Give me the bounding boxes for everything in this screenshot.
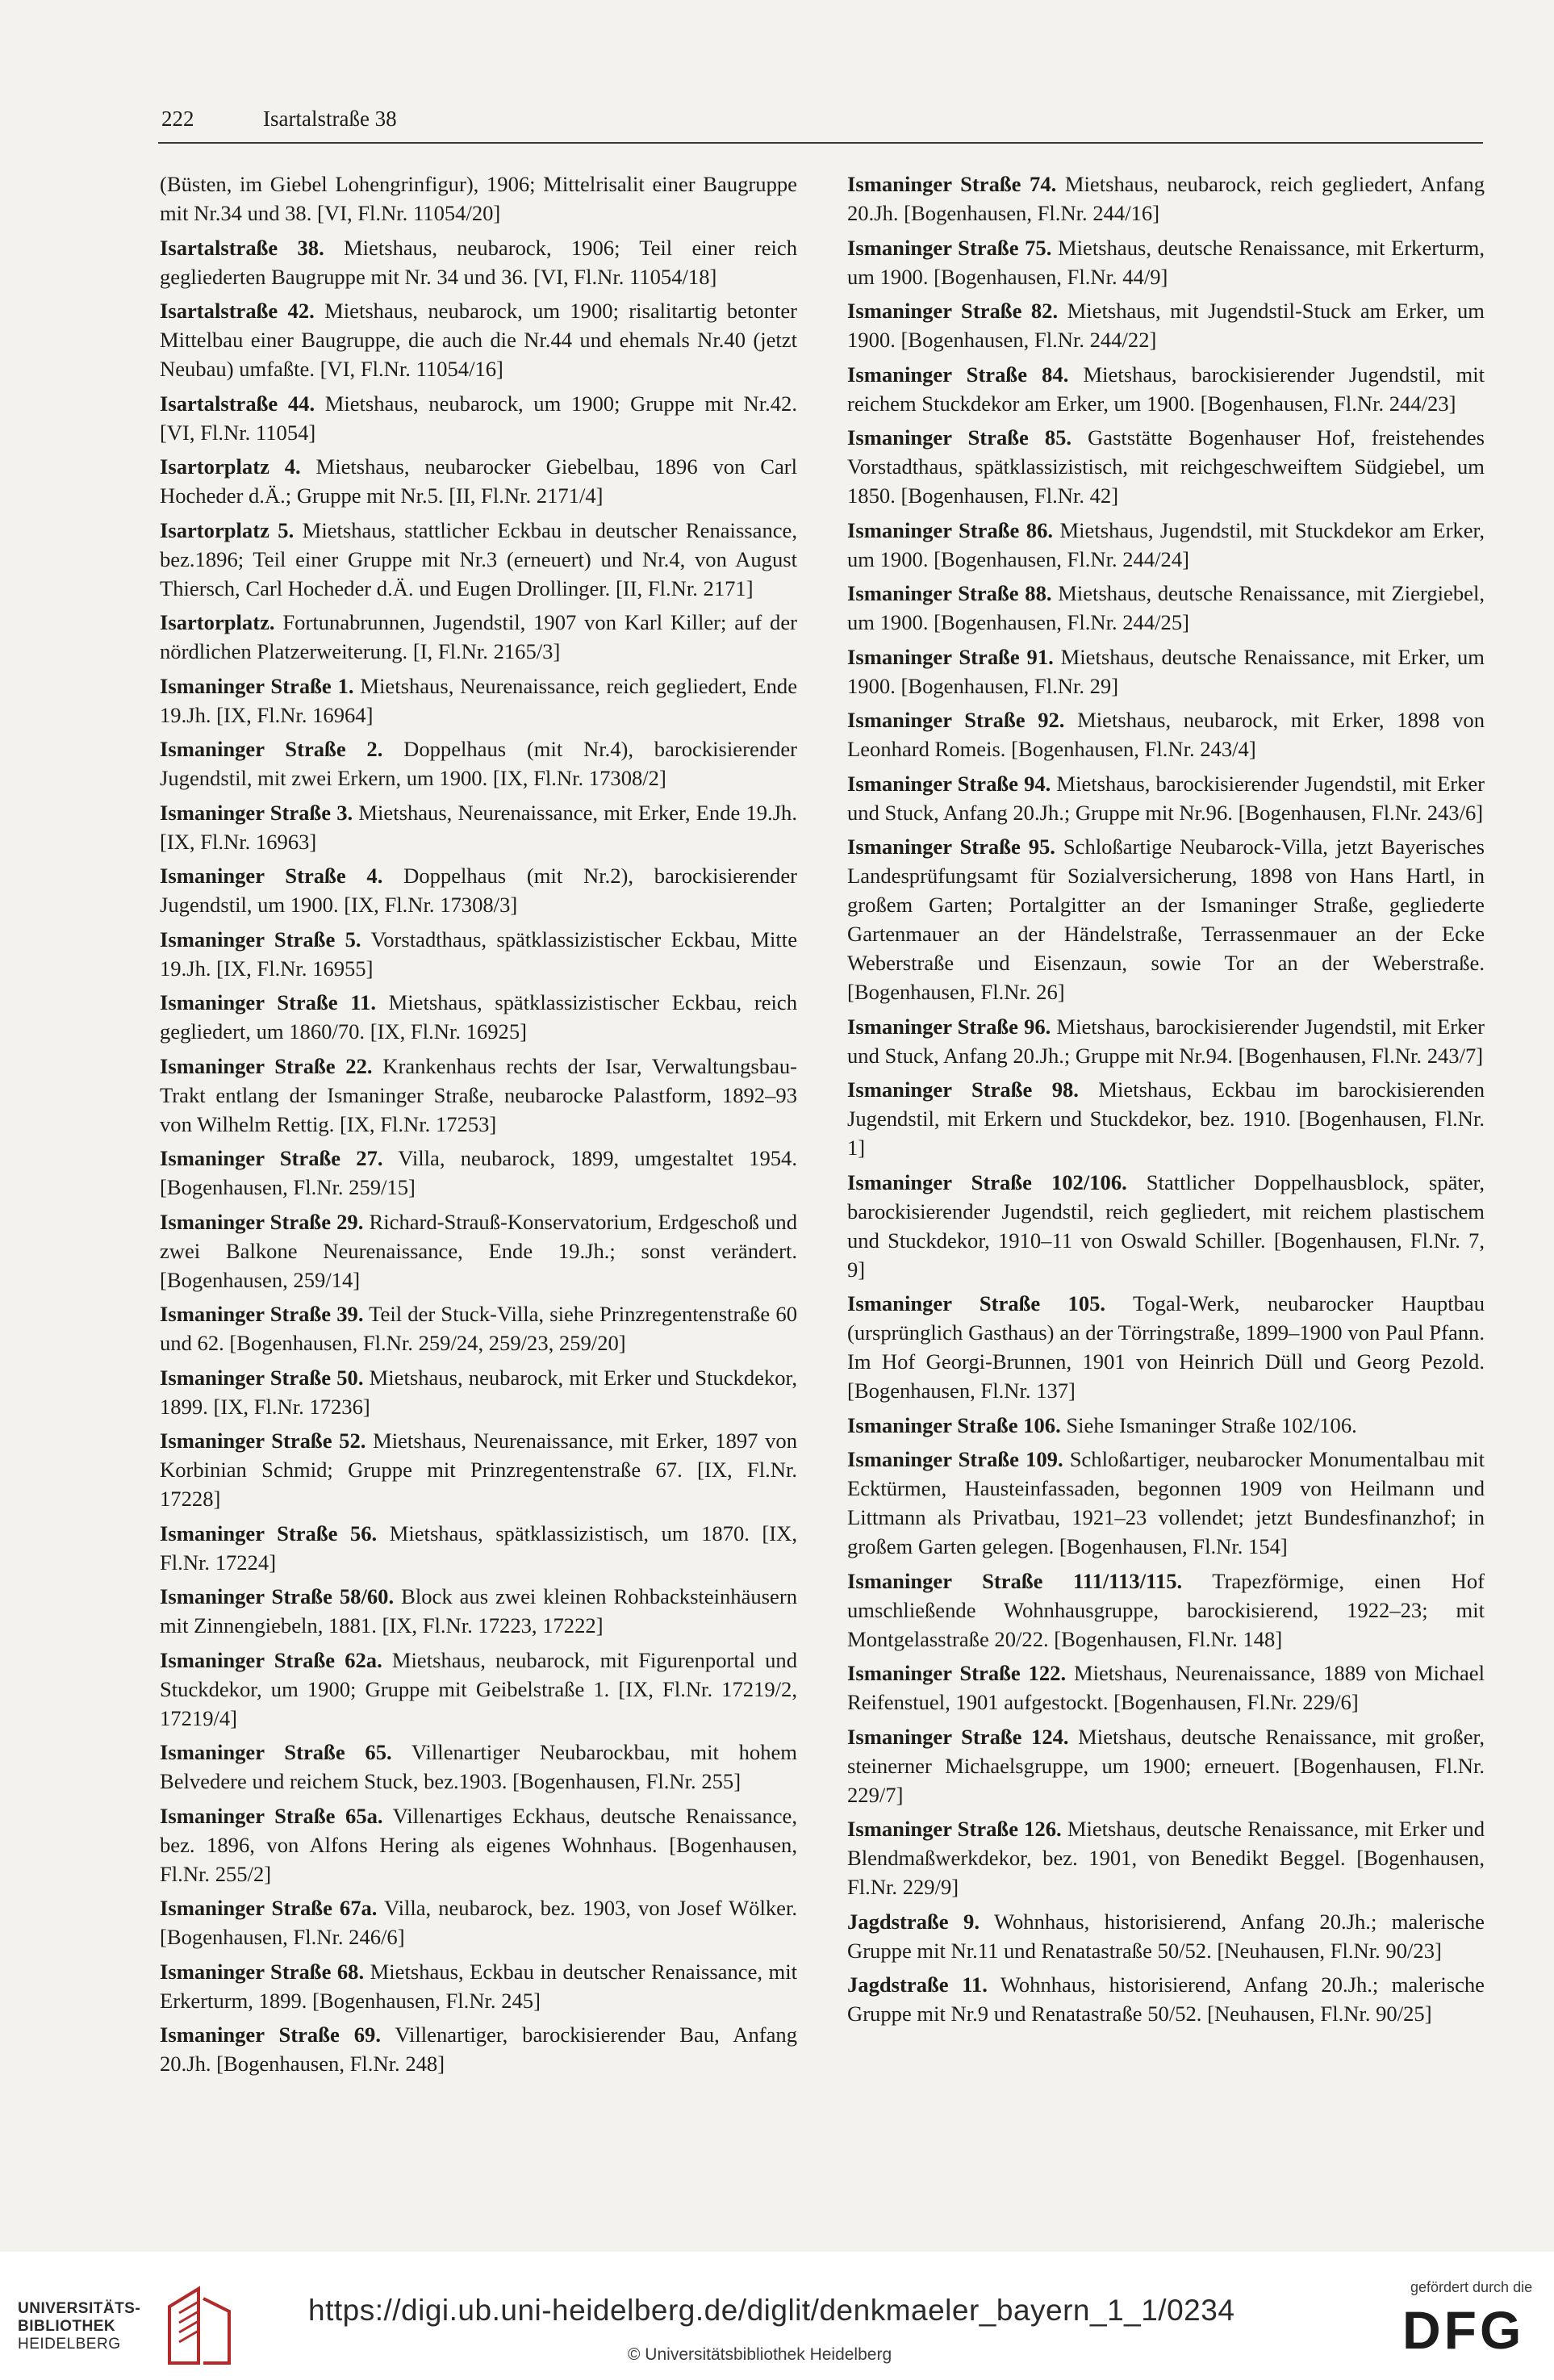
entry: [847, 579, 1485, 637]
entry-heading: Ismaninger Straße 67a.: [160, 1896, 378, 1920]
entry-heading: Isartalstraße 38.: [160, 235, 324, 260]
entry-text: Mietshaus, Eckbau in deutscher Renaissance, mit Erkerturm, 1899. [Bogenhausen, Fl.Nr. 245]: [160, 1959, 798, 2013]
entry-text: Mietshaus, neubarock, reich gegliedert, Anfang 20.Jh. [Bogenhausen, Fl.Nr. 244/16]: [847, 172, 1485, 225]
entry-heading: Ismaninger Straße 84.: [847, 362, 1069, 387]
entry-heading: Ismaninger Straße 82.: [847, 299, 1059, 323]
entry-heading: Ismaninger Straße 126.: [847, 1817, 1062, 1841]
entry-text: Doppelhaus (mit Nr.4), barockisierender Jugendstil, mit zwei Erkern, um 1900. [IX, Fl.Nr. 17308/2]: [160, 737, 798, 790]
entry: [847, 642, 1485, 701]
viewer-footer: [0, 2252, 1554, 2380]
entry-text: Mietshaus, Neurenaissance, reich gegliedert, Ende 19.Jh. [IX, Fl.Nr. 16964]: [160, 673, 798, 727]
entry-heading: Isartorplatz.: [160, 610, 275, 634]
funding-label: gefördert durch die: [1410, 2279, 1533, 2295]
entry: [847, 1411, 1485, 1440]
entry-text: Togal-Werk, neubarocker Hauptbau (ursprünglich Gasthaus) an der Törringstraße, 1899–1900 von Paul Pfann. Im Hof Georgi-Brunnen, 1901 von Heinrich Düll und Georg Pezold. [Bogenhausen, Fl.Nr. 137]: [847, 1291, 1485, 1403]
entry-heading: Isartorplatz 5.: [160, 517, 295, 542]
entry-heading: Ismaninger Straße 105.: [847, 1291, 1106, 1315]
entry-text: Villa, neubarock, bez. 1903, von Josef Wölker. [Bogenhausen, Fl.Nr. 246/6]: [160, 1896, 798, 1949]
entry-text: Mietshaus, deutsche Renaissance, mit Erker und Blendmaßwerkdekor, bez. 1901, von Benedikt Beggel. [Bogenhausen, Fl.Nr. 229/9]: [847, 1817, 1485, 1899]
entry-heading: Ismaninger Straße 5.: [160, 926, 361, 952]
page-header: [158, 107, 1483, 139]
entry-heading: Ismaninger Straße 74.: [847, 172, 1057, 196]
entry-text: Mietshaus, barockisierender Jugendstil, mit reichem Stuckdekor am Erker, um 1900. [Bogenhausen, Fl.Nr. 244/23]: [847, 362, 1485, 416]
entry-text: Mietshaus, Neurenaissance, 1889 von Michael Reifenstuel, 1901 aufgestockt. [Bogenhausen, Fl.Nr. 229/6]: [847, 1661, 1485, 1714]
entry: [847, 360, 1485, 418]
entry-text: Mietshaus, Neurenaissance, mit Erker, Ende 19.Jh. [IX, Fl.Nr. 16963]: [160, 800, 798, 854]
entry: [160, 1052, 797, 1139]
library-logo-icon: [161, 2282, 236, 2373]
entry-text: Mietshaus, spätklassizistisch, um 1870. [IX, Fl.Nr. 17224]: [160, 1520, 798, 1575]
entry-text: Mietshaus, deutsche Renaissance, mit Ziergiebel, um 1900. [Bogenhausen, Fl.Nr. 244/25]: [847, 581, 1485, 634]
entry-text: Villa, neubarock, 1899, umgestaltet 1954. [Bogenhausen, Fl.Nr. 259/15]: [160, 1146, 798, 1199]
entry-text: Mietshaus, neubarock, um 1900; Gruppe mit Nr.42. [VI, Fl.Nr. 11054]: [160, 391, 797, 445]
entry: [160, 861, 797, 919]
entry-heading: Ismaninger Straße 92.: [847, 708, 1065, 732]
entry: [160, 1144, 797, 1202]
entry: [160, 233, 797, 291]
entry-text: Mietshaus, deutsche Renaissance, mit Erker, um 1900. [Bogenhausen, Fl.Nr. 29]: [847, 644, 1485, 698]
entry-text: Vorstadthaus, spätklassizistischer Eckbau, Mitte 19.Jh. [IX, Fl.Nr. 16955]: [160, 926, 797, 981]
entry: [160, 1207, 797, 1295]
entry-heading: Jagdstraße 9.: [847, 1909, 980, 1934]
entry-text: Mietshaus, Jugendstil, mit Stuckdekor am Erker, um 1900. [Bogenhausen, Fl.Nr. 244/24]: [847, 517, 1485, 571]
entry-text: Mietshaus, spätklassizistischer Eckbau, reich gegliedert, um 1860/70. [IX, Fl.Nr. 16925]: [160, 990, 797, 1044]
entry: [847, 1722, 1485, 1809]
entry-text: Mietshaus, deutsche Renaissance, mit großer, steinerner Michaelsgruppe, um 1900; erneuert. [Bogenhausen, Fl.Nr. 229/7]: [847, 1724, 1485, 1807]
entry-heading: Ismaninger Straße 27.: [160, 1146, 383, 1170]
entry: [160, 296, 797, 383]
document-url-link[interactable]: https://digi.ub.uni-heidelberg.de/diglit/denkmaeler_bayern_1_1/0234: [308, 2294, 1235, 2327]
entry-heading: Ismaninger Straße 50.: [160, 1365, 364, 1390]
entry: [160, 1519, 797, 1577]
entry-text: Mietshaus, neubarocker Giebelbau, 1896 von Carl Hocheder d.Ä.; Gruppe mit Nr.5. [II, Fl.Nr. 2171/4]: [160, 454, 798, 508]
entry-heading: Ismaninger Straße 124.: [847, 1724, 1069, 1749]
entry-text: Mietshaus, stattlicher Eckbau in deutscher Renaissance, bez.1896; Teil einer Gruppe mit Nr.3 (erneuert) und Nr.4, von August Thiersch, Carl Hocheder d.Ä. und Eugen Drollinger. [II, Fl.Nr. 2171]: [160, 517, 797, 600]
entry-heading: Ismaninger Straße 65a.: [160, 1803, 383, 1828]
entry-text: Schloßartiger, neubarocker Monumentalbau mit Ecktürmen, Hausteinfassaden, begonnen 1909 von Heilmann und Littmann als Privatbau, 1921–23 vollendet; jetzt Bundesfinanzhof; in großem Garten gelegen. [Bogenhausen, Fl.Nr. 154]: [847, 1447, 1485, 1558]
entry: [847, 1012, 1485, 1070]
entry-heading: Ismaninger Straße 69.: [160, 2022, 381, 2047]
entry: [847, 1289, 1485, 1405]
entry-text: Krankenhaus rechts der Isar, Verwaltungsbau-Trakt entlang der Ismaninger Straße, neubarocke Palastform, 1892–93 von Wilhelm Rettig. [IX, Fl.Nr. 17253]: [160, 1053, 798, 1136]
entry-text: (Büsten, im Giebel Lohengrinfigur), 1906; Mittelrisalit einer Baugruppe mit Nr.34 und 38. [VI, Fl.Nr. 11054/20]: [160, 172, 797, 225]
entry-heading: Ismaninger Straße 4.: [160, 864, 383, 888]
library-line-1: UNIVERSITÄTS-: [18, 2300, 141, 2317]
entry-heading: Ismaninger Straße 29.: [160, 1209, 364, 1234]
entry-heading: Ismaninger Straße 109.: [847, 1447, 1063, 1471]
entry: [160, 2020, 797, 2078]
entry: [160, 1957, 797, 2015]
entry: [847, 516, 1485, 574]
entry-text: Teil der Stuck-Villa, siehe Prinzregentenstraße 60 und 62. [Bogenhausen, Fl.Nr. 259/24, 259/23, 259/20]: [160, 1302, 798, 1355]
copyright-notice: © Universitätsbibliothek Heidelberg: [628, 2345, 892, 2364]
entry-heading: Ismaninger Straße 68.: [160, 1959, 365, 1984]
entry-heading: Isartalstraße 42.: [160, 299, 315, 323]
entry: [847, 769, 1485, 827]
entry-text: Mietshaus, mit Jugendstil-Stuck am Erker, um 1900. [Bogenhausen, Fl.Nr. 244/22]: [847, 299, 1485, 352]
entry: [847, 1970, 1485, 2028]
entry-heading: Ismaninger Straße 52.: [160, 1428, 366, 1453]
entry: [160, 671, 797, 730]
entry-heading: Ismaninger Straße 22.: [160, 1053, 373, 1078]
header-rule: [158, 142, 1483, 144]
entry: [160, 734, 797, 793]
entry-text: Mietshaus, barockisierender Jugendstil, mit Erker und Stuck, Anfang 20.Jh.; Gruppe mit Nr.94. [Bogenhausen, Fl.Nr. 243/7]: [847, 1014, 1485, 1068]
entry-text: Doppelhaus (mit Nr.2), barockisierender Jugendstil, um 1900. [IX, Fl.Nr. 17308/3]: [160, 864, 798, 917]
entry-heading: Ismaninger Straße 75.: [847, 235, 1052, 260]
entry: [847, 1445, 1485, 1561]
entry-heading: Ismaninger Straße 111/113/115.: [847, 1568, 1183, 1593]
entry: [160, 169, 797, 228]
entry: [847, 233, 1485, 291]
entry-text: Stattlicher Doppelhausblock, später, barockisierender Jugendstil, reich gegliedert, mit reichem plastischem und Stuckdekor, 1910–11 von Oswald Schiller. [Bogenhausen, Fl.Nr. 7, 9]: [847, 1169, 1485, 1282]
entry: [160, 1893, 797, 1951]
entry: [160, 1801, 797, 1889]
entry: [160, 1426, 797, 1513]
library-line-3: HEIDELBERG: [18, 2336, 121, 2353]
left-column: [160, 169, 797, 2084]
entry: [847, 1814, 1485, 1901]
entry-text: Villenartiger Neubarockbau, mit hohem Belvedere und reichem Stuck, bez.1903. [Bogenhausen, Fl.Nr. 255]: [160, 1740, 797, 1793]
entry-text: Trapezförmige, einen Hof umschließende Wohnhausgruppe, barockisierend, 1922–23; mit Montgelasstraße 20/22. [Bogenhausen, Fl.Nr. 148]: [847, 1568, 1485, 1651]
library-name: [18, 2300, 140, 2353]
entry: [847, 1566, 1485, 1654]
entry-heading: Ismaninger Straße 85.: [847, 425, 1072, 450]
entry-heading: Ismaninger Straße 2.: [160, 737, 383, 761]
entry: [160, 1363, 797, 1421]
entry-heading: Isartalstraße 44.: [160, 391, 315, 416]
entry-text: Mietshaus, neubarock, 1906; Teil einer reich gegliederten Baugruppe mit Nr. 34 und 36. [VI, Fl.Nr. 11054/18]: [160, 235, 798, 289]
entry-heading: Ismaninger Straße 56.: [160, 1520, 378, 1546]
entry: [847, 1168, 1485, 1284]
running-head: Isartalstraße 38: [263, 107, 397, 131]
entry-text: Gaststätte Bogenhauser Hof, freistehendes Vorstadthaus, spätklassizistisch, mit reichgeschweiftem Südgiebel, um 1850. [Bogenhausen, Fl.Nr. 42]: [847, 425, 1485, 508]
entry-heading: Ismaninger Straße 65.: [160, 1740, 392, 1764]
entry-text: Schloßartige Neubarock-Villa, jetzt Bayerisches Landesprüfungsamt für Sozialversicherung, 1898 von Hans Hartl, in großem Garten; Portalgitter an der Ismaninger Straße, gegliederte Gartenmauer an der Händelstraße, Terrassenmauer an der Ecke Weberstraße und Eisenzaun, sowie Tor an der Weberstraße. [Bogenhausen, Fl.Nr. 26]: [847, 834, 1485, 1004]
entry-heading: Ismaninger Straße 11.: [160, 990, 376, 1014]
entry-text: Wohnhaus, historisierend, Anfang 20.Jh.; malerische Gruppe mit Nr.11 und Renatastraße 50/52. [Neuhausen, Fl.Nr. 90/23]: [847, 1909, 1485, 1963]
entry-heading: Ismaninger Straße 96.: [847, 1014, 1051, 1039]
entry-text: Mietshaus, neubarock, mit Figurenportal und Stuckdekor, um 1900; Gruppe mit Geibelstraße 1. [IX, Fl.Nr. 17219/2, 17219/4]: [160, 1647, 797, 1730]
entry-text: Mietshaus, neubarock, mit Erker, 1898 von Leonhard Romeis. [Bogenhausen, Fl.Nr. 243/4]: [847, 708, 1485, 761]
entry: [847, 296, 1485, 354]
entry: [160, 1299, 797, 1357]
entry: [160, 925, 797, 983]
entry: [847, 169, 1485, 228]
entry: [160, 798, 797, 856]
entry-heading: Ismaninger Straße 3.: [160, 800, 353, 825]
entry-heading: Ismaninger Straße 88.: [847, 581, 1052, 605]
dfg-logo: DFG: [1402, 2300, 1525, 2360]
page-number: 222: [161, 107, 194, 131]
entry: [847, 832, 1485, 1006]
entry-text: Siehe Ismaninger Straße 102/106.: [1060, 1412, 1357, 1437]
library-line-2: BIBLIOTHEK: [18, 2318, 116, 2335]
entry: [160, 608, 797, 666]
entry: [847, 1907, 1485, 1965]
entry: [160, 1646, 797, 1733]
entry-heading: Ismaninger Straße 102/106.: [847, 1169, 1127, 1194]
entry-heading: Ismaninger Straße 1.: [160, 673, 354, 698]
entry-heading: Ismaninger Straße 58/60.: [160, 1584, 395, 1608]
entry-text: Block aus zwei kleinen Rohbacksteinhäusern mit Zinnengiebeln, 1881. [IX, Fl.Nr. 17223, 17222]: [160, 1584, 798, 1638]
entry-text: Fortunabrunnen, Jugendstil, 1907 von Karl Killer; auf der nördlichen Platzerweiterung. [I, Fl.Nr. 2165/3]: [160, 610, 797, 663]
entry-heading: Ismaninger Straße 98.: [847, 1077, 1079, 1102]
entry-text: Mietshaus, neubarock, mit Erker und Stuckdekor, 1899. [IX, Fl.Nr. 17236]: [160, 1365, 797, 1419]
entry: [160, 389, 797, 447]
entry-heading: Ismaninger Straße 91.: [847, 644, 1054, 669]
entry-heading: Ismaninger Straße 86.: [847, 517, 1054, 542]
entry-text: Wohnhaus, historisierend, Anfang 20.Jh.; malerische Gruppe mit Nr.9 und Renatastraße 50/52. [Neuhausen, Fl.Nr. 90/25]: [847, 1972, 1485, 2026]
entry: [847, 1658, 1485, 1717]
entry-heading: Ismaninger Straße 95.: [847, 834, 1055, 859]
entry-text: Mietshaus, deutsche Renaissance, mit Erkerturm, um 1900. [Bogenhausen, Fl.Nr. 44/9]: [847, 235, 1485, 289]
entry: [160, 988, 797, 1046]
entry-text: Mietshaus, Neurenaissance, mit Erker, 1897 von Korbinian Schmid; Gruppe mit Prinzregentenstraße 67. [IX, Fl.Nr. 17228]: [160, 1428, 798, 1511]
entry: [160, 1582, 797, 1640]
entry-heading: Jagdstraße 11.: [847, 1972, 988, 1997]
entry-text: Villenartiges Eckhaus, deutsche Renaissance, bez. 1896, von Alfons Hering als eigenes Wohnhaus. [Bogenhausen, Fl.Nr. 255/2]: [160, 1803, 797, 1886]
entry-heading: Ismaninger Straße 62a.: [160, 1647, 382, 1672]
entry-heading: Isartorplatz 4.: [160, 454, 301, 479]
entry-heading: Ismaninger Straße 94.: [847, 771, 1051, 796]
entry-heading: Ismaninger Straße 122.: [847, 1661, 1067, 1685]
right-column: [847, 169, 1485, 2034]
entry-text: Mietshaus, barockisierender Jugendstil, mit Erker und Stuck, Anfang 20.Jh.; Gruppe mit Nr.96. [Bogenhausen, Fl.Nr. 243/6]: [847, 771, 1485, 825]
entry: [160, 516, 797, 603]
entry-text: Villenartiger, barockisierender Bau, Anfang 20.Jh. [Bogenhausen, Fl.Nr. 248]: [160, 2022, 797, 2076]
entry-heading: Ismaninger Straße 106.: [847, 1412, 1061, 1437]
entry-heading: Ismaninger Straße 39.: [160, 1302, 364, 1326]
entry: [160, 452, 797, 510]
entry: [847, 423, 1485, 510]
entry: [847, 1075, 1485, 1162]
entry-text: Mietshaus, Eckbau im barockisierenden Jugendstil, mit Erkern und Stuckdekor, bez. 1910. [Bogenhausen, Fl.Nr. 1]: [847, 1077, 1485, 1160]
entry-text: Richard-Strauß-Konservatorium, Erdgeschoß und zwei Balkone Neurenaissance, Ende 19.Jh.; sonst verändert. [Bogenhausen, 259/14]: [160, 1209, 797, 1292]
entry: [160, 1738, 797, 1796]
entry-text: Mietshaus, neubarock, um 1900; risalitartig betonter Mittelbau einer Baugruppe, die auch die Nr.44 und ehemals Nr.40 (jetzt Neubau) umfaßte. [VI, Fl.Nr. 11054/16]: [160, 299, 797, 381]
entry: [847, 705, 1485, 763]
